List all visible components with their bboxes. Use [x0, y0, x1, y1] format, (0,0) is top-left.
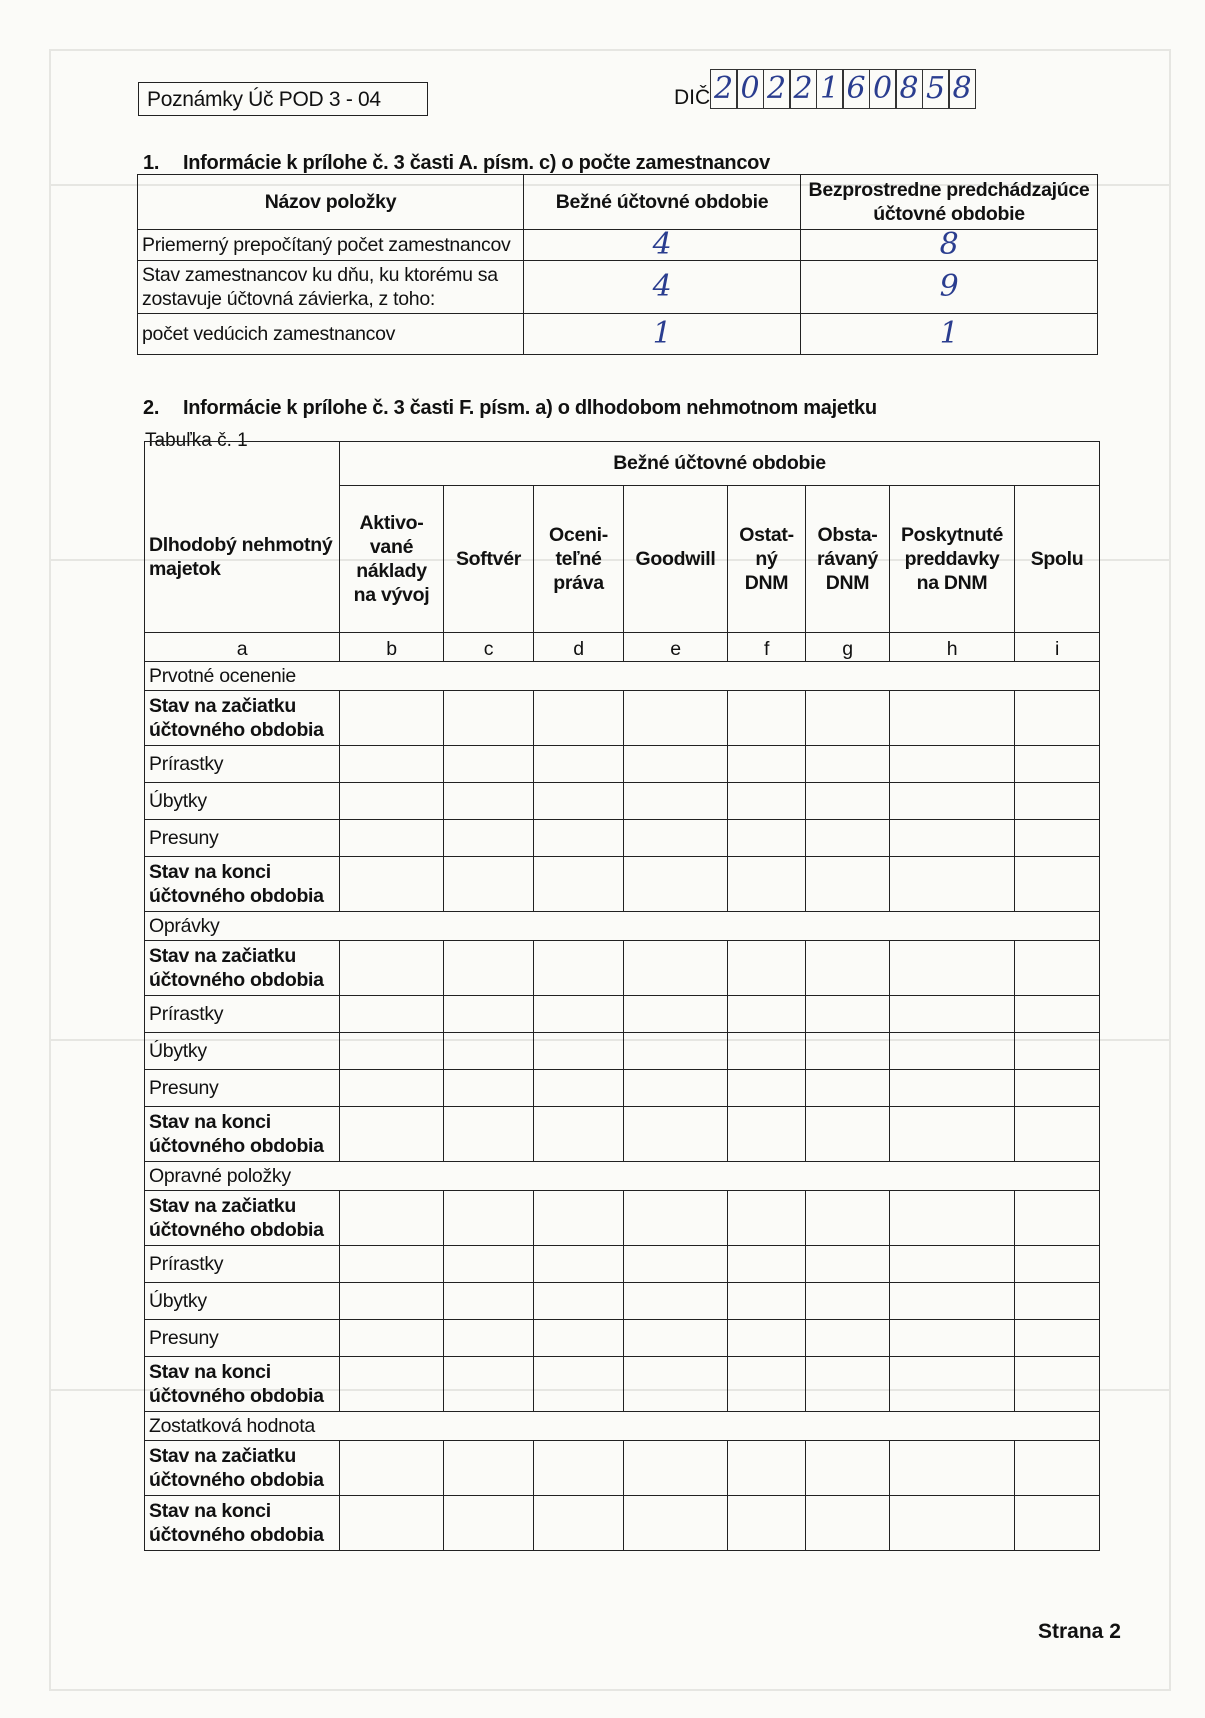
empty-value-cell [806, 1033, 890, 1070]
header-column: Obsta-rávaný DNM [806, 485, 890, 632]
empty-value-cell [534, 857, 624, 912]
empty-value-cell [340, 1107, 444, 1162]
handwritten-value: 8 [801, 230, 1098, 261]
empty-value-cell [1015, 820, 1100, 857]
group-row [145, 912, 1100, 941]
empty-value-cell [728, 746, 806, 783]
empty-value-cell [890, 746, 1015, 783]
empty-value-cell [806, 1357, 890, 1412]
dic-digit: 2 [710, 69, 738, 109]
table-row [145, 1320, 1100, 1357]
empty-value-cell [340, 1070, 444, 1107]
column-letter: c [444, 633, 534, 662]
empty-value-cell [890, 1246, 1015, 1283]
table-row [145, 783, 1100, 820]
header-column: Poskytnuté preddavky na DNM [890, 485, 1015, 632]
empty-value-cell [1015, 1357, 1100, 1412]
row-label: Stav na konci účtovného obdobia [145, 857, 340, 912]
empty-value-cell [624, 1496, 728, 1551]
column-letter: h [890, 633, 1015, 662]
column-letter: d [534, 633, 624, 662]
empty-value-cell [1015, 996, 1100, 1033]
column-letter: g [806, 633, 890, 662]
empty-value-cell [444, 1070, 534, 1107]
header-item-name: Názov položky [138, 175, 524, 230]
empty-value-cell [444, 783, 534, 820]
empty-value-cell [890, 820, 1015, 857]
empty-value-cell [1015, 1107, 1100, 1162]
row-label: Priemerný prepočítaný počet zamestnancov [138, 230, 524, 261]
empty-value-cell [534, 1070, 624, 1107]
empty-value-cell [728, 1496, 806, 1551]
handwritten-value: 1 [801, 314, 1098, 355]
empty-value-cell [534, 941, 624, 996]
table-label: Tabuľka č. 1 [145, 430, 248, 451]
handwritten-value: 9 [801, 261, 1098, 314]
header-previous-period: Bezprostredne predchádzajúce účtovné obdobie [801, 175, 1098, 230]
empty-value-cell [534, 1357, 624, 1412]
empty-value-cell [624, 1357, 728, 1412]
table-row [138, 261, 1098, 314]
empty-value-cell [624, 1320, 728, 1357]
empty-value-cell [728, 820, 806, 857]
empty-value-cell [890, 1033, 1015, 1070]
table-row [138, 314, 1098, 355]
empty-value-cell [340, 1283, 444, 1320]
empty-value-cell [624, 941, 728, 996]
empty-value-cell [534, 996, 624, 1033]
row-label: Presuny [145, 1320, 340, 1357]
row-label: Stav na začiatku účtovného obdobia [145, 691, 340, 746]
empty-value-cell [624, 857, 728, 912]
row-label: Prírastky [145, 996, 340, 1033]
empty-value-cell [534, 1441, 624, 1496]
empty-value-cell [624, 1107, 728, 1162]
row-label: Stav na konci účtovného obdobia [145, 1357, 340, 1412]
empty-value-cell [890, 857, 1015, 912]
empty-value-cell [890, 1357, 1015, 1412]
empty-value-cell [1015, 1191, 1100, 1246]
handwritten-value: 1 [524, 314, 801, 355]
row-label: Stav na konci účtovného obdobia [145, 1107, 340, 1162]
column-letter: a [145, 633, 340, 662]
dic-digit: 8 [948, 69, 976, 109]
empty-value-cell [728, 783, 806, 820]
column-letter: f [728, 633, 806, 662]
dic-digit: 1 [816, 69, 844, 109]
empty-value-cell [444, 1107, 534, 1162]
empty-value-cell [340, 1441, 444, 1496]
empty-value-cell [806, 1107, 890, 1162]
empty-value-cell [444, 691, 534, 746]
header-asset-type: Dlhodobý nehmotný majetok [145, 442, 340, 633]
table-row [145, 746, 1100, 783]
empty-value-cell [624, 1441, 728, 1496]
empty-value-cell [806, 1246, 890, 1283]
empty-value-cell [624, 1283, 728, 1320]
dic-digit-boxes [711, 69, 976, 109]
section2-title-text: Informácie k prílohe č. 3 časti F. písm. a) o dlhodobom nehmotnom majetku [183, 397, 877, 419]
empty-value-cell [806, 820, 890, 857]
empty-value-cell [534, 1496, 624, 1551]
empty-value-cell [444, 1191, 534, 1246]
group-row [145, 662, 1100, 691]
header-column: Oceni-teľné práva [534, 485, 624, 632]
empty-value-cell [624, 746, 728, 783]
dic-digit: 6 [842, 69, 870, 109]
empty-value-cell [728, 691, 806, 746]
empty-value-cell [534, 691, 624, 746]
empty-value-cell [1015, 1441, 1100, 1496]
empty-value-cell [340, 1496, 444, 1551]
row-label: Stav na začiatku účtovného obdobia [145, 1191, 340, 1246]
empty-value-cell [806, 1191, 890, 1246]
empty-value-cell [1015, 1496, 1100, 1551]
table-row [145, 820, 1100, 857]
empty-value-cell [728, 996, 806, 1033]
table-row [145, 1357, 1100, 1412]
header-column: Spolu [1015, 485, 1100, 632]
column-letter: i [1015, 633, 1100, 662]
empty-value-cell [1015, 1283, 1100, 1320]
row-label: Stav na začiatku účtovného obdobia [145, 1441, 340, 1496]
header-column: Softvér [444, 485, 534, 632]
empty-value-cell [340, 1320, 444, 1357]
empty-value-cell [1015, 1320, 1100, 1357]
empty-value-cell [806, 1070, 890, 1107]
empty-value-cell [806, 783, 890, 820]
row-label: Presuny [145, 820, 340, 857]
table-row [145, 941, 1100, 996]
empty-value-cell [444, 1246, 534, 1283]
empty-value-cell [806, 1320, 890, 1357]
empty-value-cell [340, 820, 444, 857]
group-row [145, 1162, 1100, 1191]
empty-value-cell [624, 1191, 728, 1246]
empty-value-cell [534, 1283, 624, 1320]
empty-value-cell [624, 996, 728, 1033]
row-label: Prírastky [145, 1246, 340, 1283]
empty-value-cell [1015, 857, 1100, 912]
dic-digit: 2 [789, 69, 817, 109]
group-title: Opravné položky [145, 1162, 1100, 1191]
row-label: Stav na začiatku účtovného obdobia [145, 941, 340, 996]
empty-value-cell [340, 857, 444, 912]
section2-title [143, 397, 877, 420]
empty-value-cell [728, 1441, 806, 1496]
empty-value-cell [444, 746, 534, 783]
empty-value-cell [728, 1357, 806, 1412]
section1-number: 1. [143, 152, 160, 174]
empty-value-cell [340, 746, 444, 783]
table-row [145, 1070, 1100, 1107]
empty-value-cell [728, 1033, 806, 1070]
header-column: Aktivo-vané náklady na vývoj [340, 485, 444, 632]
empty-value-cell [444, 996, 534, 1033]
empty-value-cell [534, 1191, 624, 1246]
empty-value-cell [534, 746, 624, 783]
section2-number: 2. [143, 397, 160, 419]
column-letter: b [340, 633, 444, 662]
empty-value-cell [806, 746, 890, 783]
table-row [145, 1191, 1100, 1246]
empty-value-cell [534, 1107, 624, 1162]
empty-value-cell [624, 691, 728, 746]
row-label: Stav zamestnancov ku dňu, ku ktorému sa zostavuje účtovná závierka, z toho: [138, 261, 524, 314]
table-row [145, 1441, 1100, 1496]
empty-value-cell [444, 1357, 534, 1412]
group-title: Zostatková hodnota [145, 1412, 1100, 1441]
section1-title [143, 152, 770, 175]
empty-value-cell [1015, 691, 1100, 746]
empty-value-cell [890, 996, 1015, 1033]
empty-value-cell [890, 691, 1015, 746]
table-row [145, 857, 1100, 912]
empty-value-cell [806, 691, 890, 746]
empty-value-cell [890, 1320, 1015, 1357]
form-id-box: Poznámky Úč POD 3 - 04 [138, 82, 428, 116]
empty-value-cell [340, 996, 444, 1033]
column-letter: e [624, 633, 728, 662]
empty-value-cell [534, 1320, 624, 1357]
empty-value-cell [890, 1191, 1015, 1246]
empty-value-cell [1015, 941, 1100, 996]
empty-value-cell [890, 1107, 1015, 1162]
table-row [145, 1033, 1100, 1070]
handwritten-value: 4 [524, 261, 801, 314]
empty-value-cell [890, 1496, 1015, 1551]
empty-value-cell [340, 691, 444, 746]
handwritten-value: 4 [524, 230, 801, 261]
empty-value-cell [806, 1496, 890, 1551]
empty-value-cell [444, 1033, 534, 1070]
empty-value-cell [728, 857, 806, 912]
dic-digit: 8 [895, 69, 923, 109]
table-row [145, 1107, 1100, 1162]
empty-value-cell [534, 1033, 624, 1070]
empty-value-cell [806, 1441, 890, 1496]
row-label: Stav na konci účtovného obdobia [145, 1496, 340, 1551]
empty-value-cell [444, 1320, 534, 1357]
group-row [145, 1412, 1100, 1441]
empty-value-cell [728, 1320, 806, 1357]
empty-value-cell [340, 1246, 444, 1283]
row-label: Presuny [145, 1070, 340, 1107]
empty-value-cell [806, 941, 890, 996]
empty-value-cell [890, 1070, 1015, 1107]
empty-value-cell [728, 1283, 806, 1320]
table-row [145, 1246, 1100, 1283]
page-number: Strana 2 [1038, 1620, 1121, 1643]
table-row [145, 996, 1100, 1033]
empty-value-cell [1015, 1070, 1100, 1107]
empty-value-cell [444, 941, 534, 996]
employees-table [137, 174, 1098, 355]
empty-value-cell [1015, 1033, 1100, 1070]
row-label: Úbytky [145, 1033, 340, 1070]
empty-value-cell [728, 1070, 806, 1107]
table-row [145, 1283, 1100, 1320]
empty-value-cell [444, 1283, 534, 1320]
group-title: Oprávky [145, 912, 1100, 941]
row-label: Prírastky [145, 746, 340, 783]
dic-digit: 5 [922, 69, 950, 109]
empty-value-cell [890, 1283, 1015, 1320]
empty-value-cell [534, 820, 624, 857]
empty-value-cell [890, 941, 1015, 996]
table-row [145, 1496, 1100, 1551]
empty-value-cell [728, 1246, 806, 1283]
empty-value-cell [340, 941, 444, 996]
empty-value-cell [444, 1441, 534, 1496]
empty-value-cell [806, 857, 890, 912]
empty-value-cell [340, 1357, 444, 1412]
empty-value-cell [534, 1246, 624, 1283]
empty-value-cell [1015, 1246, 1100, 1283]
empty-value-cell [624, 1246, 728, 1283]
empty-value-cell [806, 996, 890, 1033]
dic-label: DIČ [674, 86, 711, 109]
dic-digit: 2 [763, 69, 791, 109]
row-label: Úbytky [145, 783, 340, 820]
empty-value-cell [444, 857, 534, 912]
empty-value-cell [624, 820, 728, 857]
group-title: Prvotné ocenenie [145, 662, 1100, 691]
header-current-period: Bežné účtovné obdobie [340, 442, 1100, 486]
empty-value-cell [1015, 746, 1100, 783]
row-label: Úbytky [145, 1283, 340, 1320]
empty-value-cell [534, 783, 624, 820]
empty-value-cell [340, 1033, 444, 1070]
empty-value-cell [728, 941, 806, 996]
empty-value-cell [624, 1070, 728, 1107]
header-column: Goodwill [624, 485, 728, 632]
header-current-period: Bežné účtovné obdobie [524, 175, 801, 230]
empty-value-cell [340, 1191, 444, 1246]
empty-value-cell [624, 1033, 728, 1070]
empty-value-cell [624, 783, 728, 820]
header-column: Ostat-ný DNM [728, 485, 806, 632]
section1-title-text: Informácie k prílohe č. 3 časti A. písm. c) o počte zamestnancov [183, 152, 770, 174]
empty-value-cell [1015, 783, 1100, 820]
empty-value-cell [340, 783, 444, 820]
empty-value-cell [890, 783, 1015, 820]
empty-value-cell [890, 1441, 1015, 1496]
empty-value-cell [728, 1191, 806, 1246]
empty-value-cell [806, 1283, 890, 1320]
dic-digit: 0 [736, 69, 764, 109]
intangible-assets-table [144, 441, 1100, 1551]
dic-digit: 0 [869, 69, 897, 109]
empty-value-cell [728, 1107, 806, 1162]
table-row [145, 691, 1100, 746]
empty-value-cell [444, 820, 534, 857]
table-row [138, 230, 1098, 261]
row-label: počet vedúcich zamestnancov [138, 314, 524, 355]
empty-value-cell [444, 1496, 534, 1551]
